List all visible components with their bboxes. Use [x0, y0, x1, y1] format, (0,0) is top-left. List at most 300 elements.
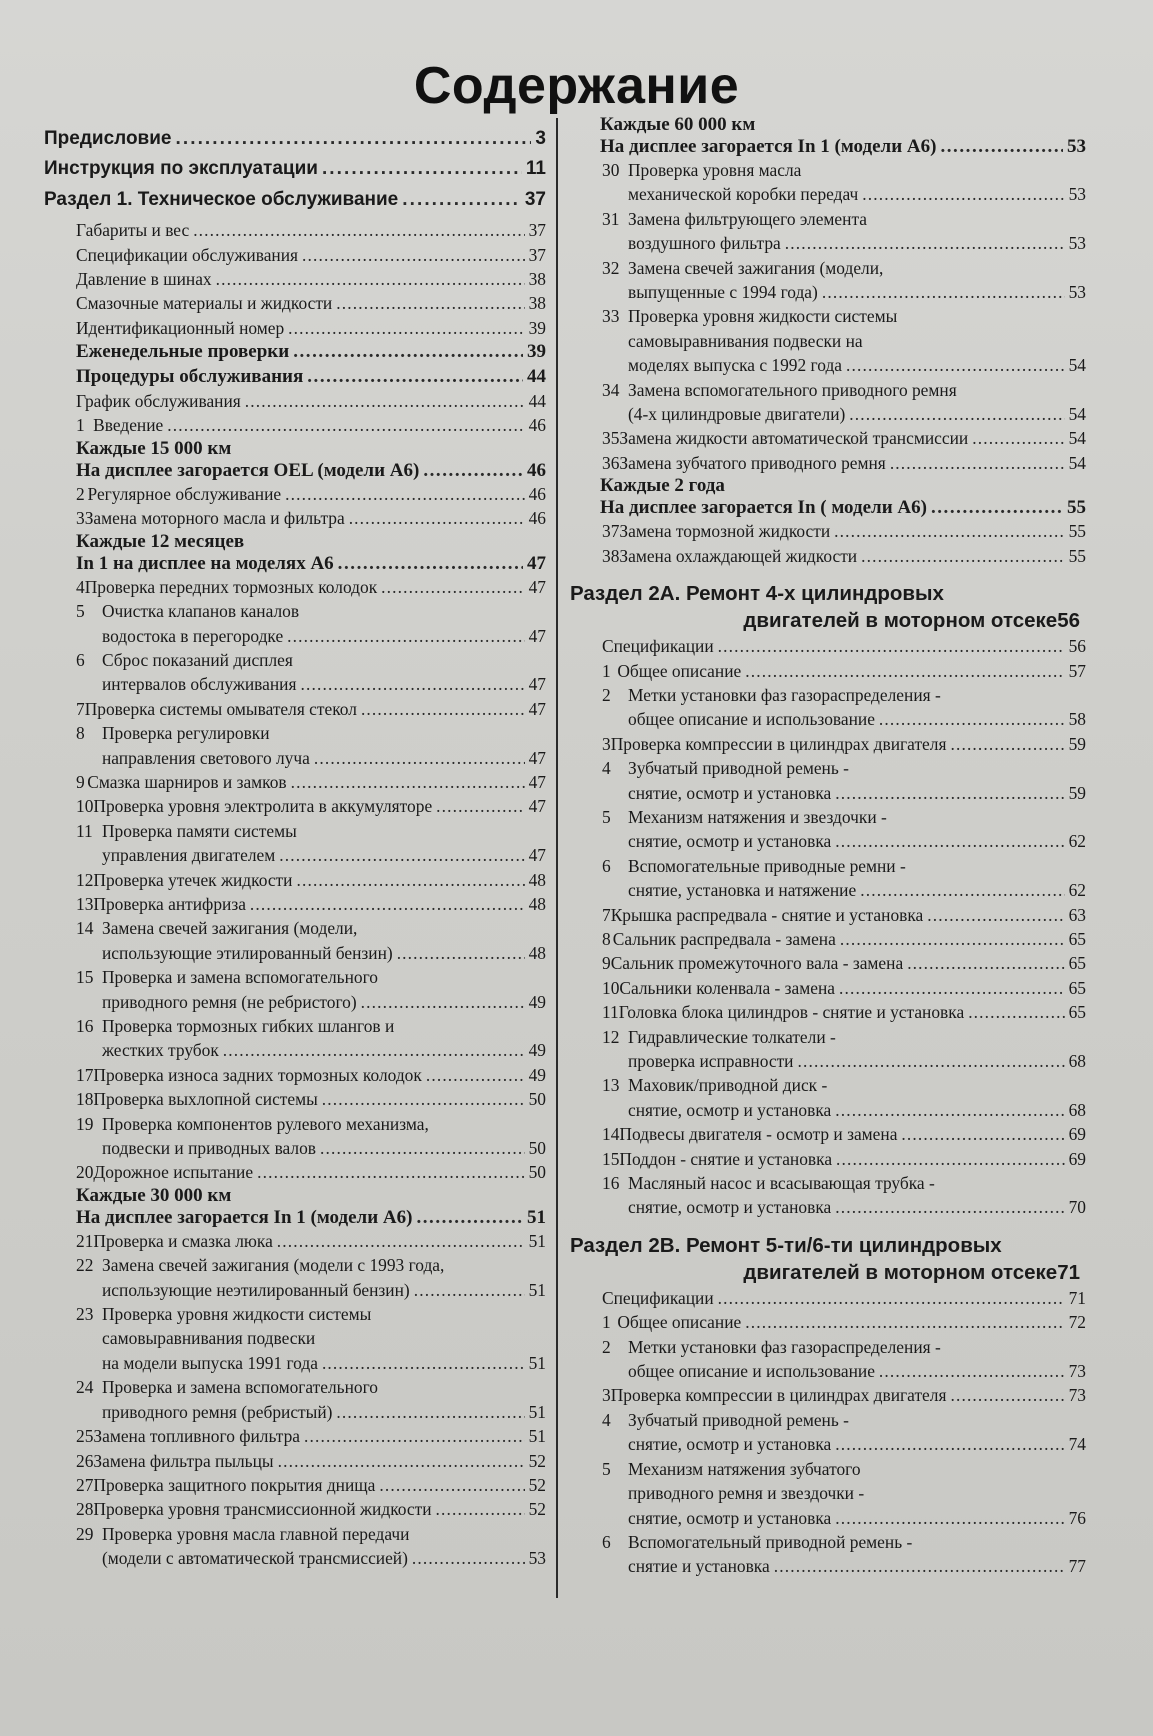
entry-number: 10 — [602, 977, 620, 998]
toc-entry — [44, 599, 546, 623]
entry-title: снятие, осмотр и установка — [628, 1197, 832, 1218]
page-number: 72 — [1068, 1312, 1086, 1333]
dot-leader — [835, 1506, 1064, 1530]
dot-leader — [927, 903, 1064, 927]
toc-entry — [44, 413, 546, 437]
page-number: 59 — [1068, 733, 1086, 754]
toc-entry-continuation — [570, 1195, 1086, 1219]
dot-leader — [193, 218, 524, 242]
dot-leader — [860, 878, 1064, 902]
entry-title: Замена фильтрующего элемента — [628, 208, 867, 229]
toc-entry — [570, 1171, 1086, 1195]
interval-heading — [44, 531, 546, 553]
dot-leader — [940, 136, 1063, 158]
section-heading — [570, 1232, 1086, 1286]
entry-title: Крышка распредвала - снятие и установка — [610, 904, 924, 925]
entry-number: 31 — [602, 208, 620, 229]
dot-leader — [338, 553, 523, 575]
entry-title: Смазка шарниров и замков — [87, 771, 287, 792]
entry-title: Каждые 60 000 км — [600, 114, 756, 135]
entry-title: использующие этилированный бензин) — [102, 942, 393, 963]
entry-title: Замена моторного масла и фильтра — [84, 508, 345, 529]
toc-entry-continuation — [44, 1278, 546, 1302]
dot-leader — [314, 746, 525, 770]
dot-leader — [414, 1278, 525, 1302]
entry-title: Замена тормозной жидкости — [619, 521, 831, 542]
page-number: 48 — [528, 942, 546, 963]
dot-leader — [862, 182, 1064, 206]
toc-entry — [570, 1530, 1086, 1554]
entry-number: 9 — [602, 953, 611, 974]
entry-number: 37 — [602, 521, 620, 542]
page-number: 54 — [1068, 355, 1086, 376]
entry-title: На дисплее загорается In 1 (модели А6) — [600, 136, 937, 157]
toc-entry — [44, 1112, 546, 1136]
entry-title: снятие, установка и натяжение — [628, 880, 857, 901]
toc-entry — [44, 1229, 546, 1253]
entry-title: Зубчатый приводной ремень - — [628, 1409, 849, 1430]
dot-leader — [950, 732, 1064, 756]
entry-title: Подвесы двигателя - осмотр и замена — [619, 1124, 898, 1145]
entry-title: Регулярное обслуживание — [87, 483, 282, 504]
toc-entry — [570, 426, 1086, 450]
toc-bold-entry — [44, 340, 546, 364]
entry-title: Вспомогательные приводные ремни - — [628, 855, 906, 876]
page-number: 44 — [527, 365, 546, 387]
dot-leader — [861, 544, 1065, 568]
entry-number: 14 — [602, 1124, 620, 1145]
entry-title: приводного ремня (не ребристого) — [102, 991, 357, 1012]
dot-leader — [302, 243, 525, 267]
toc-entry — [570, 732, 1086, 756]
entry-title: Общее описание — [617, 1312, 742, 1333]
toc-entry-continuation — [44, 843, 546, 867]
page-number: 49 — [528, 991, 546, 1012]
toc-entry-continuation — [44, 941, 546, 965]
dot-leader — [349, 506, 525, 530]
page-number: 71 — [1057, 1260, 1080, 1284]
entry-title: In 1 на дисплее на моделях А6 — [76, 552, 334, 574]
dot-leader — [279, 843, 524, 867]
interval-heading — [44, 460, 546, 482]
dot-leader — [846, 353, 1065, 377]
entry-number: 2 — [602, 684, 611, 705]
dot-leader — [950, 1383, 1064, 1407]
entry-title: Проверка памяти системы — [102, 820, 297, 841]
dot-leader — [250, 892, 525, 916]
section-heading-line: Раздел 2B. Ремонт 5-ти/6-ти цилиндровых — [570, 1233, 1002, 1257]
dot-leader — [907, 951, 1064, 975]
toc-entry — [570, 451, 1086, 475]
interval-heading — [44, 1185, 546, 1207]
entry-title: На дисплее загорается In ( модели А6) — [600, 497, 927, 519]
entry-number: 4 — [602, 1409, 611, 1430]
entry-title: снятие, осмотр и установка — [628, 831, 832, 852]
entry-title: Проверка тормозных гибких шлангов и — [102, 1016, 395, 1036]
interval-heading — [44, 553, 546, 575]
dot-leader — [745, 1310, 1064, 1334]
toc-entry-continuation — [570, 1098, 1086, 1122]
dot-leader — [849, 402, 1064, 426]
dot-leader — [322, 157, 522, 181]
dot-leader — [879, 1359, 1065, 1383]
toc-entry-continuation — [44, 1351, 546, 1375]
toc-entry-continuation — [44, 1136, 546, 1160]
dot-leader — [879, 707, 1065, 731]
dot-leader — [822, 280, 1065, 304]
entry-number: 14 — [76, 918, 94, 939]
page-number: 55 — [1068, 545, 1086, 566]
entry-number: 12 — [602, 1026, 620, 1047]
entry-number: 10 — [76, 796, 94, 817]
page-number: 46 — [528, 508, 546, 529]
interval-heading — [44, 438, 546, 460]
entry-title: (4-х цилиндровые двигатели) — [628, 404, 846, 425]
entry-number: 23 — [76, 1304, 94, 1325]
entry-number: 28 — [76, 1499, 94, 1520]
entry-number: 1 — [76, 415, 85, 436]
dot-leader — [361, 990, 525, 1014]
dot-leader — [968, 1000, 1064, 1024]
toc-entry-continuation — [44, 1546, 546, 1570]
entry-title: Проверка уровня жидкости системы — [628, 306, 898, 327]
page-number: 54 — [1068, 452, 1086, 473]
entry-title: Очистка клапанов каналов — [102, 601, 300, 622]
entry-number: 19 — [76, 1113, 94, 1134]
dot-leader — [336, 291, 524, 315]
entry-title: общее описание и использование — [628, 1361, 875, 1382]
toc-entry-continuation — [44, 1038, 546, 1062]
page-number: 37 — [528, 220, 546, 241]
entry-number: 5 — [602, 806, 611, 827]
dot-leader — [718, 634, 1065, 658]
page-number: 47 — [528, 698, 546, 719]
entry-title: Замена вспомогательного приводного ремня — [628, 379, 957, 400]
entry-number: 9 — [76, 771, 85, 792]
entry-title: Введение — [93, 415, 164, 436]
entry-title: Проверка и замена вспомогательного — [102, 967, 378, 988]
entry-number: 13 — [76, 893, 94, 914]
entry-title: Общее описание — [617, 660, 742, 681]
dot-leader — [379, 1473, 524, 1497]
dot-leader — [890, 451, 1065, 475]
toc-entry-continuation — [44, 624, 546, 648]
page-number: 47 — [528, 674, 546, 695]
page-number: 68 — [1068, 1099, 1086, 1120]
entry-number: 22 — [76, 1255, 94, 1276]
entry-title: Проверка передних тормозных колодок — [84, 576, 378, 597]
entry-number: 5 — [76, 601, 85, 622]
section-heading-text: двигателей в моторном отсеке — [743, 1260, 1058, 1284]
toc-entry-continuation — [570, 829, 1086, 853]
entry-title: моделях выпуска с 1992 года — [628, 355, 843, 376]
dot-leader — [216, 267, 525, 291]
entry-number: 3 — [602, 1385, 611, 1406]
toc-entry — [570, 1286, 1086, 1310]
page-number: 51 — [528, 1279, 546, 1300]
dot-leader — [416, 1207, 523, 1229]
dot-leader — [300, 672, 524, 696]
entry-title: Поддон - снятие и установка — [619, 1148, 833, 1169]
toc-entry — [570, 158, 1086, 182]
entry-title: самовыравнивания подвески — [102, 1328, 316, 1349]
entry-number: 16 — [76, 1016, 94, 1036]
page-number: 37 — [528, 244, 546, 265]
page-number: 51 — [528, 1426, 546, 1447]
page-number: 52 — [528, 1450, 546, 1471]
entry-title: Проверка компрессии в цилиндрах двигателя — [610, 1385, 947, 1406]
entry-number: 7 — [76, 698, 85, 719]
page-number: 53 — [1067, 136, 1086, 157]
page-number: 50 — [528, 1138, 546, 1159]
entry-title: Замена жидкости автоматической трансмиссии — [619, 428, 969, 449]
entry-title: воздушного фильтра — [628, 233, 781, 254]
page-number: 74 — [1068, 1434, 1086, 1455]
toc-entry — [570, 256, 1086, 280]
entry-number: 26 — [76, 1450, 94, 1471]
entry-title: подвески и приводных валов — [102, 1138, 317, 1159]
toc-entry — [570, 1122, 1086, 1146]
entry-title: Инструкция по эксплуатации — [44, 158, 318, 180]
entry-title: на модели выпуска 1991 года — [102, 1352, 318, 1373]
dot-leader — [176, 127, 532, 151]
toc-entry — [570, 1335, 1086, 1359]
page-number: 55 — [1067, 497, 1086, 519]
entry-number: 21 — [76, 1230, 94, 1251]
page-number: 53 — [1068, 184, 1086, 205]
dot-leader — [278, 1449, 525, 1473]
page-number: 50 — [528, 1089, 546, 1110]
page-number: 68 — [1068, 1051, 1086, 1071]
entry-number: 1 — [602, 1312, 611, 1333]
page-number: 51 — [528, 1401, 546, 1422]
toc-entry — [44, 1449, 546, 1473]
entry-number: 3 — [76, 508, 85, 529]
entry-number: 8 — [602, 928, 611, 949]
page-number: 58 — [1068, 709, 1086, 730]
toc-entry — [570, 805, 1086, 829]
entry-title: использующие неэтилированный бензин) — [102, 1279, 410, 1300]
entry-number: 2 — [602, 1336, 611, 1357]
page-number: 47 — [528, 796, 546, 817]
dot-leader — [361, 697, 525, 721]
toc-left-column — [44, 124, 546, 1571]
dot-leader — [426, 1063, 525, 1087]
dot-leader — [402, 188, 521, 212]
toc-entry — [570, 634, 1086, 658]
dot-leader — [336, 1400, 524, 1424]
entry-title: Давление в шинах — [76, 269, 212, 290]
entry-title: Замена свечей зажигания (модели, — [102, 918, 358, 939]
page-title: Содержание — [413, 57, 740, 115]
toc-entry-continuation — [570, 1554, 1086, 1578]
toc-entry — [570, 1383, 1086, 1407]
page-number: 38 — [528, 269, 546, 290]
section-heading — [44, 188, 546, 212]
section-heading-text: двигателей в моторном отсеке — [743, 609, 1058, 633]
entry-title: общее описание и использование — [628, 709, 875, 730]
page-number: 47 — [528, 845, 546, 866]
page-number: 69 — [1068, 1148, 1086, 1169]
page-number: 39 — [528, 317, 546, 338]
toc-entry-continuation — [44, 672, 546, 696]
dot-leader — [774, 1554, 1065, 1578]
page-number: 47 — [528, 625, 546, 646]
page-number: 3 — [535, 128, 546, 149]
entry-number: 3 — [602, 733, 611, 754]
page-number: 65 — [1068, 953, 1086, 974]
toc-entry — [570, 207, 1086, 231]
dot-leader — [307, 365, 523, 389]
toc-entry — [570, 976, 1086, 1000]
entry-title: приводного ремня и звездочки - — [628, 1483, 865, 1504]
entry-title: Процедуры обслуживания — [76, 365, 304, 387]
entry-number: 27 — [76, 1474, 94, 1495]
toc-entry — [570, 1457, 1086, 1481]
toc-entry-continuation — [570, 1506, 1086, 1530]
entry-number: 1 — [602, 660, 611, 681]
dot-leader — [835, 1098, 1064, 1122]
toc-entry-continuation — [570, 878, 1086, 902]
dot-leader — [223, 1038, 525, 1062]
entry-title: жестких трубок — [102, 1040, 219, 1061]
dot-leader — [304, 1424, 525, 1448]
page-number: 53 — [1068, 233, 1086, 254]
dot-leader — [931, 497, 1063, 519]
dot-leader — [291, 770, 525, 794]
entry-number: 12 — [76, 869, 94, 890]
page-number: 63 — [1068, 904, 1086, 925]
entry-title: На дисплее загорается In 1 (модели А6) — [76, 1206, 413, 1228]
entry-title: Проверка уровня масла — [628, 160, 802, 180]
entry-title: Дорожное испытание — [93, 1162, 254, 1183]
toc-entry — [44, 892, 546, 916]
entry-title: снятие, осмотр и установка — [628, 1099, 832, 1120]
section-heading-line: Раздел 2A. Ремонт 4-х цилиндровых — [570, 582, 944, 606]
dot-leader — [798, 1049, 1065, 1073]
entry-title: Каждые 12 месяцев — [76, 530, 245, 552]
toc-entry-continuation — [44, 1400, 546, 1424]
entry-title: (модели с автоматической трансмиссией) — [102, 1548, 408, 1569]
entry-title: Вспомогательный приводной ремень - — [628, 1531, 913, 1552]
toc-entry — [44, 697, 546, 721]
dot-leader — [835, 1432, 1064, 1456]
page-number: 50 — [528, 1162, 546, 1183]
toc-entry — [44, 1522, 546, 1546]
toc-entry — [44, 965, 546, 989]
column-divider — [556, 118, 558, 1598]
toc-entry — [44, 1473, 546, 1497]
toc-entry-continuation — [570, 353, 1086, 377]
dot-leader — [287, 624, 524, 648]
dot-leader — [167, 413, 524, 437]
page-number: 47 — [528, 747, 546, 768]
page-number: 51 — [528, 1230, 546, 1251]
dot-leader — [277, 1229, 525, 1253]
toc-entry-continuation — [570, 1049, 1086, 1073]
toc-entry-continuation — [570, 231, 1086, 255]
entry-title: Идентификационный номер — [76, 317, 285, 338]
entry-title: Раздел 1. Техническое обслуживание — [44, 188, 399, 210]
page-number: 52 — [528, 1474, 546, 1495]
entry-number: 6 — [602, 855, 611, 876]
toc-entry — [570, 1000, 1086, 1024]
entry-title: График обслуживания — [76, 391, 241, 412]
entry-title: снятие, осмотр и установка — [628, 1507, 832, 1528]
toc-entry — [44, 721, 546, 745]
page-number: 49 — [528, 1040, 546, 1061]
interval-heading — [570, 475, 1086, 497]
dot-leader — [412, 1546, 525, 1570]
entry-title: Спецификации обслуживания — [76, 244, 299, 265]
interval-heading — [570, 114, 1086, 136]
entry-number: 25 — [76, 1426, 94, 1447]
toc-entry — [44, 1375, 546, 1399]
toc-entry — [44, 243, 546, 267]
entry-title: Проверка регулировки — [102, 723, 270, 744]
page-number: 62 — [1068, 831, 1086, 852]
entry-number: 11 — [76, 820, 93, 841]
dot-leader — [436, 1497, 525, 1521]
toc-entry — [44, 1424, 546, 1448]
dot-leader — [835, 1195, 1064, 1219]
toc-entry — [570, 854, 1086, 878]
entry-title: Маховик/приводной диск - — [628, 1075, 828, 1096]
toc-entry — [570, 1073, 1086, 1097]
entry-number: 33 — [602, 306, 620, 327]
entry-number: 5 — [602, 1458, 611, 1479]
page-number: 65 — [1068, 977, 1086, 998]
entry-title: Спецификации — [602, 636, 714, 657]
page-number: 65 — [1068, 1002, 1086, 1023]
entry-number: 7 — [602, 904, 611, 925]
entry-number: 4 — [602, 758, 611, 779]
page-number: 51 — [528, 1352, 546, 1373]
entry-title: снятие, осмотр и установка — [628, 782, 832, 803]
entry-title: Метки установки фаз газораспределения - — [628, 1336, 941, 1357]
toc-entry-continuation — [570, 1359, 1086, 1383]
dot-leader — [257, 1160, 525, 1184]
page-number: 46 — [528, 415, 546, 436]
toc-entry — [44, 291, 546, 315]
page-number: 59 — [1068, 782, 1086, 803]
page-number: 37 — [524, 188, 546, 210]
entry-title: Замена зубчатого приводного ремня — [619, 452, 886, 473]
entry-number: 15 — [602, 1148, 620, 1169]
page-number: 53 — [528, 1548, 546, 1569]
toc-entry — [44, 482, 546, 506]
page-number: 48 — [528, 869, 546, 890]
page-number: 56 — [1068, 636, 1086, 657]
entry-title: Спецификации — [602, 1287, 714, 1308]
entry-number: 32 — [602, 257, 620, 278]
page-number: 38 — [528, 293, 546, 314]
entry-title: Проверка системы омывателя стекол — [84, 698, 357, 719]
page-number: 54 — [1068, 404, 1086, 425]
entry-number: 18 — [76, 1089, 94, 1110]
toc-entry — [44, 1063, 546, 1087]
toc-entry — [570, 1408, 1086, 1432]
toc-entry — [570, 304, 1086, 328]
toc-entry — [44, 1497, 546, 1521]
dot-leader — [285, 482, 524, 506]
entry-title: выпущенные с 1994 года) — [628, 282, 818, 303]
dot-leader — [839, 976, 1065, 1000]
entry-number: 11 — [602, 1002, 619, 1023]
entry-number: 13 — [602, 1075, 620, 1096]
dot-leader — [381, 575, 524, 599]
toc-entry — [44, 868, 546, 892]
